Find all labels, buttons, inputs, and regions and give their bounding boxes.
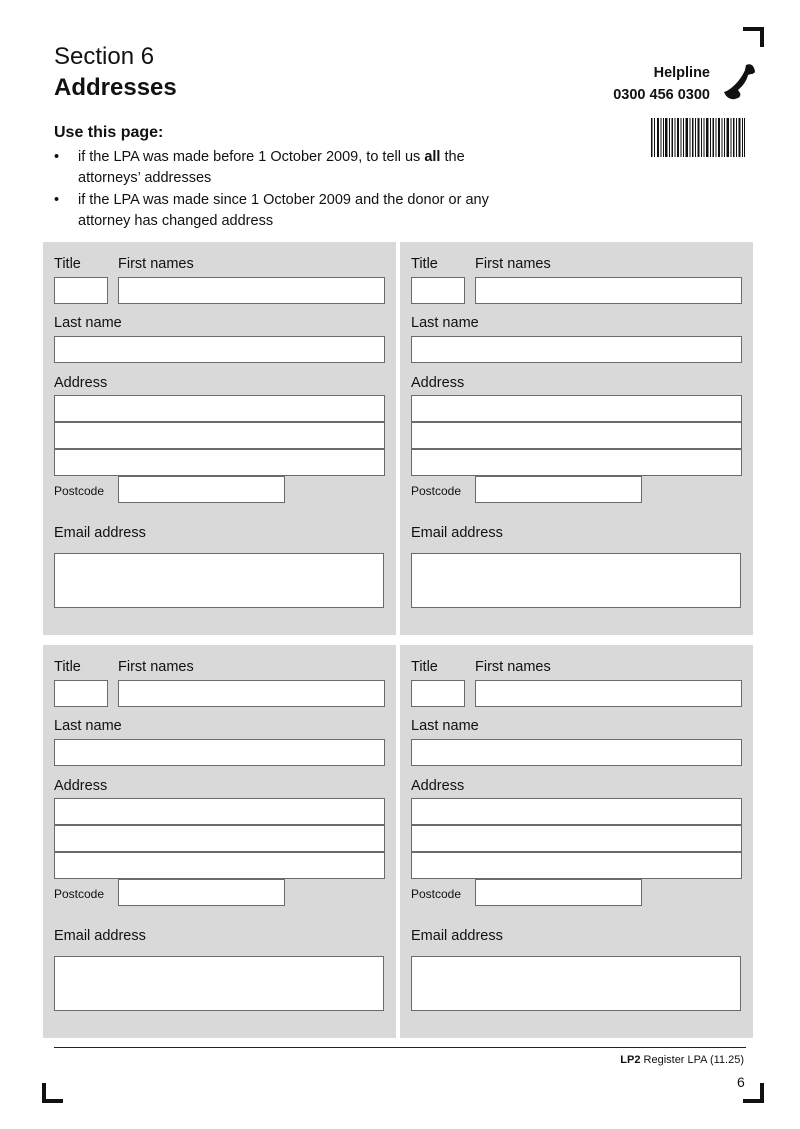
title-label: Title: [411, 256, 438, 272]
first-names-label: First names: [475, 659, 551, 675]
address-line-1-input[interactable]: [411, 395, 742, 422]
corner-mark-top-right-v: [760, 27, 764, 47]
address-line-3-input[interactable]: [411, 449, 742, 476]
last-name-input[interactable]: [54, 336, 385, 363]
email-input[interactable]: [411, 956, 741, 1011]
last-name-label: Last name: [411, 315, 479, 331]
last-name-label: Last name: [54, 718, 122, 734]
email-label: Email address: [54, 928, 146, 944]
address-label: Address: [54, 778, 108, 794]
title-input[interactable]: [54, 277, 108, 304]
address-line-3-input[interactable]: [54, 852, 385, 879]
phone-icon: [720, 62, 756, 100]
address-label: Address: [411, 375, 465, 391]
instructions-list: [54, 147, 494, 233]
postcode-label: Postcode: [411, 484, 462, 498]
last-name-input[interactable]: [411, 336, 742, 363]
instructions-heading: Use this page:: [54, 124, 164, 141]
email-label: Email address: [411, 525, 503, 541]
footer-divider: [54, 1047, 746, 1048]
barcode-icon: [651, 118, 745, 157]
form-reference: [620, 1054, 744, 1066]
last-name-input[interactable]: [411, 739, 742, 766]
postcode-input[interactable]: [475, 476, 642, 503]
title-label: Title: [54, 659, 81, 675]
postcode-input[interactable]: [118, 476, 285, 503]
helpline-label: Helpline: [653, 65, 710, 81]
address-label: Address: [411, 778, 465, 794]
address-line-1-input[interactable]: [54, 395, 385, 422]
helpline: [613, 62, 710, 106]
email-input[interactable]: [54, 956, 384, 1011]
postcode-input[interactable]: [118, 879, 285, 906]
bullet-text: if the LPA was made before 1 October 2009, to tell us: [78, 149, 425, 165]
list-item: [54, 147, 494, 189]
email-input[interactable]: [54, 553, 384, 608]
helpline-number: 0300 456 0300: [613, 87, 710, 103]
address-line-3-input[interactable]: [54, 449, 385, 476]
address-line-3-input[interactable]: [411, 852, 742, 879]
last-name-label: Last name: [54, 315, 122, 331]
first-names-label: First names: [475, 256, 551, 272]
title-input[interactable]: [411, 680, 465, 707]
attorney-panel-3: [43, 645, 396, 1038]
form-name: Register LPA (11.25): [640, 1054, 744, 1066]
address-line-2-input[interactable]: [411, 825, 742, 852]
last-name-input[interactable]: [54, 739, 385, 766]
section-label: Section 6: [54, 43, 155, 70]
postcode-label: Postcode: [54, 887, 105, 901]
first-names-input[interactable]: [475, 277, 742, 304]
attorney-panel-1: [43, 242, 396, 635]
form-code: LP2: [620, 1054, 641, 1066]
bullet-text-emphasis: all: [424, 149, 441, 165]
address-line-2-input[interactable]: [54, 825, 385, 852]
corner-mark-bottom-left-h: [42, 1099, 63, 1103]
email-label: Email address: [54, 525, 146, 541]
bullet-text: the attorneys’ addresses: [78, 149, 465, 186]
first-names-input[interactable]: [118, 277, 385, 304]
postcode-input[interactable]: [475, 879, 642, 906]
first-names-input[interactable]: [475, 680, 742, 707]
title-label: Title: [411, 659, 438, 675]
first-names-input[interactable]: [118, 680, 385, 707]
bullet-text: if the LPA was made since 1 October 2009 and the donor or any attorney has changed address: [78, 192, 489, 229]
page-number: 6: [737, 1074, 745, 1090]
address-line-2-input[interactable]: [54, 422, 385, 449]
email-input[interactable]: [411, 553, 741, 608]
address-line-2-input[interactable]: [411, 422, 742, 449]
postcode-label: Postcode: [54, 484, 105, 498]
address-label: Address: [54, 375, 108, 391]
first-names-label: First names: [118, 659, 194, 675]
last-name-label: Last name: [411, 718, 479, 734]
attorney-panel-2: [400, 242, 753, 635]
postcode-label: Postcode: [411, 887, 462, 901]
email-label: Email address: [411, 928, 503, 944]
title-label: Title: [54, 256, 81, 272]
address-line-1-input[interactable]: [411, 798, 742, 825]
title-input[interactable]: [411, 277, 465, 304]
page-title: Addresses: [54, 74, 177, 101]
title-input[interactable]: [54, 680, 108, 707]
attorney-panel-4: [400, 645, 753, 1038]
first-names-label: First names: [118, 256, 194, 272]
address-line-1-input[interactable]: [54, 798, 385, 825]
list-item: [54, 190, 494, 232]
corner-mark-bottom-right-h: [743, 1099, 764, 1103]
